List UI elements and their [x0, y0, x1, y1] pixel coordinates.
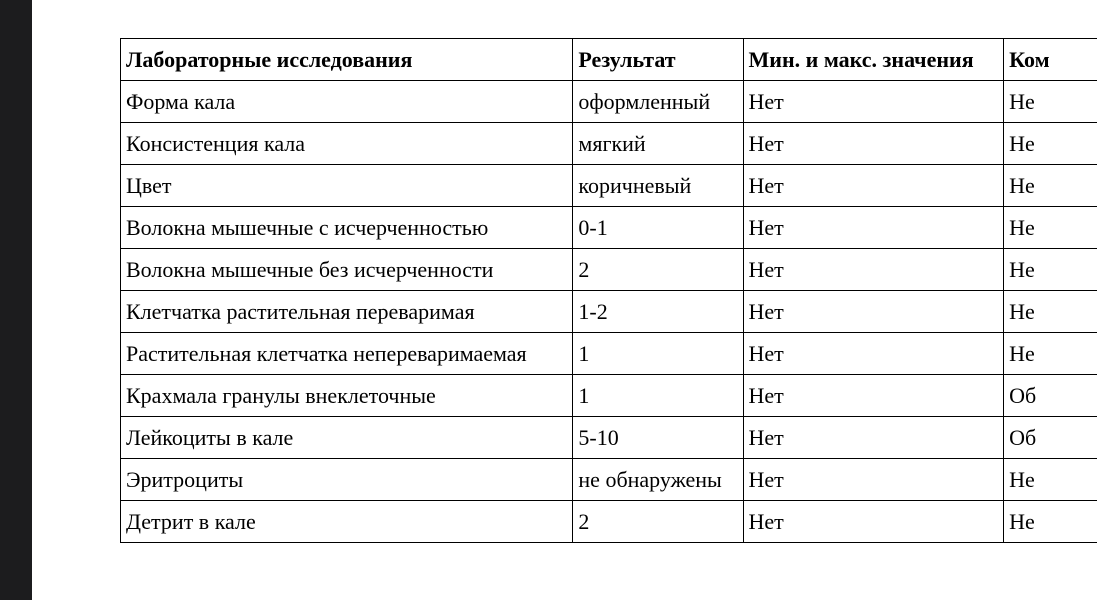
table-header-row [121, 39, 1097, 81]
header-comment: Ком [1004, 39, 1097, 81]
window-left-edge [0, 0, 32, 600]
cell-result: 5-10 [573, 417, 743, 459]
table-row [121, 165, 1097, 207]
cell-test-name: Растительная клетчатка непереваримаемая [121, 333, 573, 375]
cell-test-name: Крахмала гранулы внеклеточные [121, 375, 573, 417]
cell-test-name: Лейкоциты в кале [121, 417, 573, 459]
cell-min-max: Нет [743, 207, 1004, 249]
table-row [121, 459, 1097, 501]
table-row [121, 291, 1097, 333]
cell-min-max: Нет [743, 501, 1004, 543]
cell-min-max: Нет [743, 165, 1004, 207]
cell-result: 2 [573, 501, 743, 543]
cell-comment: Об [1004, 375, 1097, 417]
cell-result: мягкий [573, 123, 743, 165]
cell-comment: Не [1004, 459, 1097, 501]
cell-test-name: Детрит в кале [121, 501, 573, 543]
cell-test-name: Консистенция кала [121, 123, 573, 165]
cell-min-max: Нет [743, 375, 1004, 417]
cell-result: оформленный [573, 81, 743, 123]
table-row [121, 81, 1097, 123]
table-row [121, 249, 1097, 291]
cell-test-name: Форма кала [121, 81, 573, 123]
cell-test-name: Цвет [121, 165, 573, 207]
header-lab-tests: Лабораторные исследования [121, 39, 573, 81]
cell-result: 1 [573, 333, 743, 375]
header-min-max: Мин. и макс. значения [743, 39, 1004, 81]
table-row [121, 333, 1097, 375]
table-row [121, 375, 1097, 417]
table-row [121, 417, 1097, 459]
cell-result: 1 [573, 375, 743, 417]
cell-result: 2 [573, 249, 743, 291]
table-row [121, 123, 1097, 165]
cell-min-max: Нет [743, 417, 1004, 459]
cell-test-name: Клетчатка растительная переваримая [121, 291, 573, 333]
document-page [32, 0, 1097, 600]
cell-comment: Не [1004, 501, 1097, 543]
cell-comment: Не [1004, 207, 1097, 249]
header-result: Результат [573, 39, 743, 81]
cell-min-max: Нет [743, 459, 1004, 501]
table-row [121, 207, 1097, 249]
lab-results-table [120, 38, 1097, 543]
cell-min-max: Нет [743, 123, 1004, 165]
cell-test-name: Волокна мышечные без исчерченности [121, 249, 573, 291]
table-row [121, 501, 1097, 543]
cell-min-max: Нет [743, 291, 1004, 333]
cell-test-name: Волокна мышечные с исчерченностью [121, 207, 573, 249]
cell-comment: Не [1004, 333, 1097, 375]
cell-comment: Не [1004, 291, 1097, 333]
cell-comment: Не [1004, 165, 1097, 207]
cell-test-name: Эритроциты [121, 459, 573, 501]
cell-comment: Не [1004, 249, 1097, 291]
cell-result: не обнаружены [573, 459, 743, 501]
cell-result: 0-1 [573, 207, 743, 249]
cell-result: коричневый [573, 165, 743, 207]
cell-min-max: Нет [743, 81, 1004, 123]
cell-min-max: Нет [743, 333, 1004, 375]
cell-comment: Не [1004, 81, 1097, 123]
cell-comment: Об [1004, 417, 1097, 459]
cell-result: 1-2 [573, 291, 743, 333]
cell-min-max: Нет [743, 249, 1004, 291]
cell-comment: Не [1004, 123, 1097, 165]
